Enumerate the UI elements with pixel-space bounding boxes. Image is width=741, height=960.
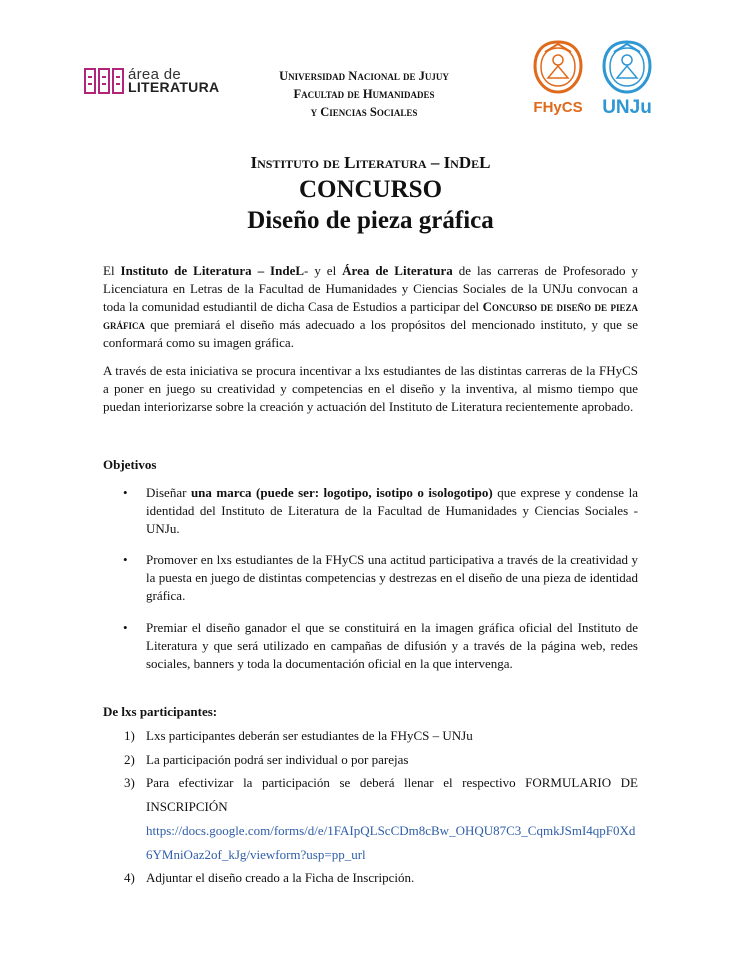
- institute-title: Instituto de Literatura – InDeL: [250, 153, 491, 172]
- intro-paragraph-1: El Instituto de Literatura – IndeL- y el Área de Literatura de las carreras de Profesorado y Licenciatura en Letras de la Facultad de Humanidades y Ciencias Sociales de la UNJu convocan a toda la comunidad estudiantil de dicha Casa de Estudios a participar del Concurso de diseño de pieza gráfica que premiará el diseño más adecuado a los propósitos del mencionado instituto, y que se conformará como su imagen gráfica.: [103, 263, 638, 350]
- contest-name: Concurso de diseño de pieza gráfica: [103, 299, 638, 332]
- participant-rule: 1) Lxs participantes deberán ser estudiantes de la FHyCS – UNJu: [124, 728, 473, 743]
- unju-label: UNJu: [602, 97, 652, 118]
- objective-item: • Diseñar una marca (puede ser: logotipo, isotipo o isologotipo) que exprese y condense la identidad del Instituto de Literatura de la Facultad de Humanidades y Ciencias Sociales - UNJu.: [123, 485, 638, 536]
- participant-rule: 3) Para efectivizar la participación se deberá llenar el respectivo FORMULARIO DE INSCRIPCIÓN https://docs.google.com/forms/d/e/1FAIpQLScCDm8cBw_OHQU87C3_CqmkJSmI4qpF0Xd6YMniOaz2of_kJg/viewform?usp=pp_url: [103, 771, 638, 867]
- book-logo-icon: [84, 68, 124, 94]
- area-name: Área de Literatura: [342, 263, 453, 278]
- contest-title: CONCURSO: [298, 176, 443, 203]
- institute-name: Instituto de Literatura – IndeL: [120, 263, 305, 278]
- bullet-icon: •: [123, 485, 128, 500]
- university-heading: [254, 67, 474, 121]
- objective-item: • Promover en lxs estudiantes de la FHyCS una actitud participativa a través de la creatividad y la puesta en juego de distintas competencias y destrezas en el diseño de una pieza de identidad gráfica.: [123, 552, 638, 603]
- contest-subtitle: Diseño de pieza gráfica: [247, 207, 494, 234]
- intro-paragraph-2: A través de esta iniciativa se procura incentivar a lxs estudiantes de las distintas carreras de la FHyCS a poner en juego su creatividad y competencias en el diseño y la inventiva, al mismo tiempo que puedan interiorizarse sobre la creación y actuación del Instituto de Literatura recientemente aprobado.: [103, 363, 638, 414]
- participant-rule: 2) La participación podrá ser individual o por parejas: [124, 752, 409, 767]
- area-literatura-logo: [84, 68, 219, 94]
- bullet-icon: •: [123, 620, 128, 635]
- objectives-heading: Objetivos: [103, 457, 157, 472]
- university-line-3: y Ciencias Sociales: [310, 105, 418, 119]
- logo-line-1: área de: [128, 66, 181, 83]
- university-line-1: Universidad Nacional de Jujuy: [279, 69, 449, 83]
- fhycs-label: FHyCS: [533, 99, 583, 116]
- fhycs-seal-icon: [527, 38, 589, 96]
- university-line-2: Facultad de Humanidades: [293, 87, 435, 101]
- registration-form-link[interactable]: https://docs.google.com/forms/d/e/1FAIpQLScCDm8cBw_OHQU87C3_CqmkJSmI4qpF0Xd6YMniOaz2of_kJg/viewform?usp=pp_url: [146, 823, 636, 862]
- unju-seal: [594, 38, 660, 119]
- unju-seal-icon: [594, 38, 660, 96]
- logo-line-2: LITERATURA: [128, 79, 220, 95]
- objective-item: • Premiar el diseño ganador el que se constituirá en la imagen gráfica oficial del Instituto de Literatura y que será utilizado en campañas de difusión y a través de la página web, redes sociales, banners y toda la documentación oficial en la que intervenga.: [123, 620, 638, 671]
- bullet-icon: •: [123, 552, 128, 567]
- participant-rule: 4) Adjuntar el diseño creado a la Ficha de Inscripción.: [124, 870, 415, 885]
- fhycs-seal: [527, 38, 589, 116]
- participants-heading: De lxs participantes:: [103, 704, 218, 719]
